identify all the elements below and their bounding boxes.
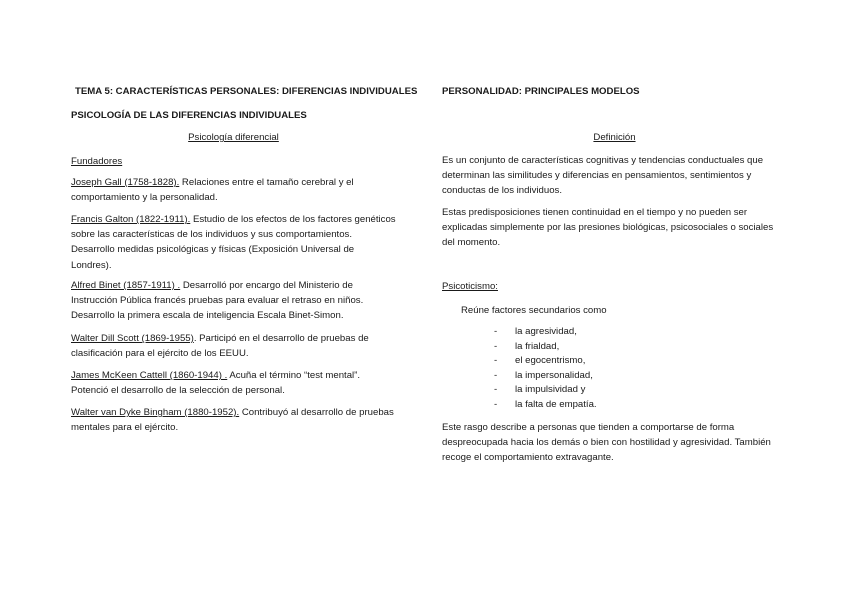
entry-name: Walter van Dyke Bingham (1880-1952). <box>71 407 240 418</box>
factors-intro: Reúne factores secundarios como <box>461 305 607 316</box>
closing-paragraph: Este rasgo describe a personas que tienden a comportarse de forma despreocupada hacia los demás o bien con hostilidad y agresividad. También recoge el comportamiento extravagante. <box>442 422 771 464</box>
entry-name: Joseph Gall (1758-1828). <box>71 177 180 188</box>
list-item: - la frialdad, <box>494 340 597 355</box>
section-heading-definicion: Definición <box>593 132 636 143</box>
entry-text: Estudio de los efectos de los factores genéticos sobre las características de los individuos y sus comportamientos. Desarrollo medidas psicológicas y físicas (Exposición Universal de Londres). <box>71 214 396 271</box>
entry-bingham <box>71 405 396 435</box>
entry-scott <box>71 331 396 361</box>
left-title: TEMA 5: CARACTERÍSTICAS PERSONALES: DIFERENCIAS INDIVIDUALES <box>75 86 418 97</box>
entry-gall <box>71 175 396 205</box>
entry-text: . Participó en el desarrollo de pruebas de clasificación para el ejército de los EEUU. <box>71 333 369 360</box>
list-item: - el egocentrismo, <box>494 354 597 369</box>
psicoticismo-heading: Psicoticismo: <box>442 281 498 292</box>
entry-cattell <box>71 368 396 398</box>
list-item: - la agresividad, <box>494 325 597 340</box>
entry-name: James McKeen Cattell (1860-1944) . <box>71 370 228 381</box>
entry-text: Acuña el término “test mental”. Potenció el desarrollo de la selección de personal. <box>71 370 361 397</box>
definition-paragraph-1: Es un conjunto de características cognitivas y tendencias conductuales que determinan las similitudes y diferencias en pensamientos, sentimientos y conductas de los individuos. <box>442 155 764 197</box>
list-item: - la impulsividad y <box>494 383 597 398</box>
entry-text: Desarrolló por encargo del Ministerio de Instrucción Pública francés pruebas para evaluar el retraso en niños. Desarrollo la primera escala de inteligencia Escala Binet-Simon. <box>71 280 364 322</box>
list-item: - la impersonalidad, <box>494 369 597 384</box>
factors-list <box>494 325 597 413</box>
list-item: - la falta de empatía. <box>494 398 597 413</box>
entry-name: Francis Galton (1822-1911). <box>71 214 191 225</box>
section-heading-psicologia: Psicología diferencial <box>188 132 279 143</box>
entry-name: Alfred Binet (1857-1911) . <box>71 280 181 291</box>
entry-galton <box>71 212 396 273</box>
entry-text: Relaciones entre el tamaño cerebral y el comportamiento y la personalidad. <box>71 177 354 204</box>
right-title: PERSONALIDAD: PRINCIPALES MODELOS <box>442 86 640 97</box>
entry-name: Walter Dill Scott (1869-1955) <box>71 333 194 344</box>
entry-binet <box>71 278 396 324</box>
definition-paragraph-2: Estas predisposiciones tienen continuidad en el tiempo y no pueden ser explicadas simplemente por las presiones biológicas, psicosociales o sociales del momento. <box>442 207 774 249</box>
entry-text: Contribuyó al desarrollo de pruebas mentales para el ejército. <box>71 407 394 434</box>
fundadores-heading: Fundadores <box>71 156 123 167</box>
left-subtitle: PSICOLOGÍA DE LAS DIFERENCIAS INDIVIDUALES <box>71 110 307 121</box>
